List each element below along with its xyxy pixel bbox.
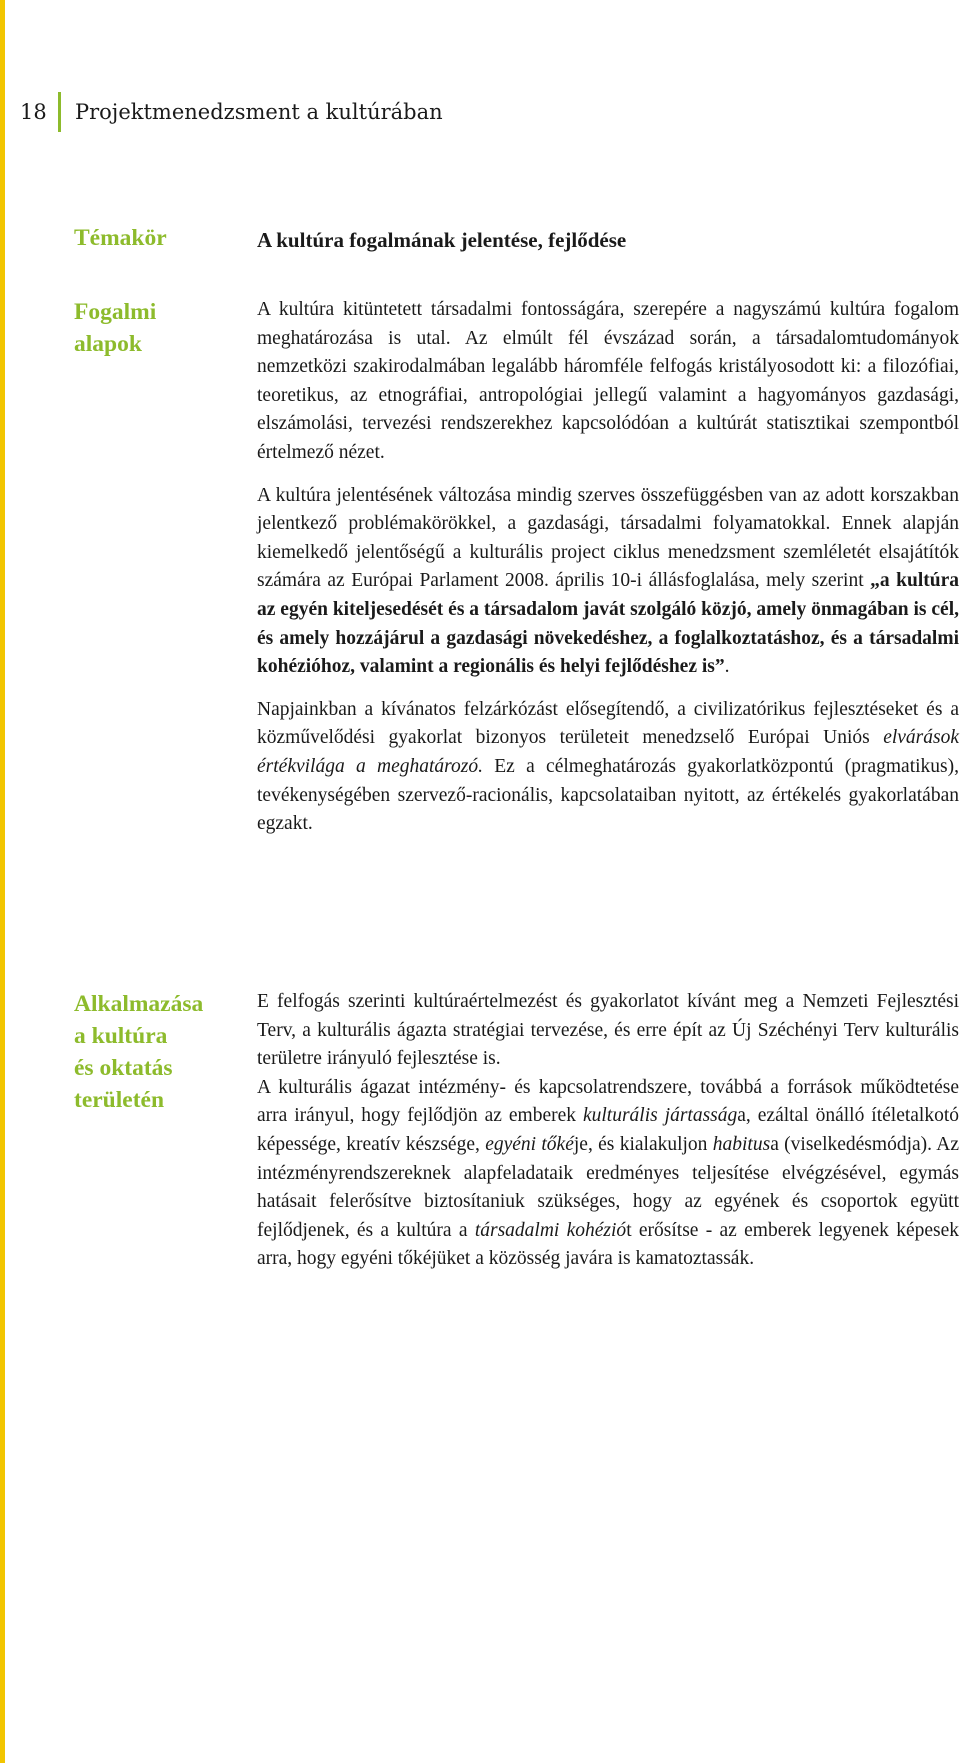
running-title: Projektmenedzsment a kultúrában <box>75 100 443 124</box>
italic-text: társadalmi kohézió <box>474 1219 627 1241</box>
text-run: je, és kialakuljon <box>573 1133 713 1155</box>
text-run: A kulturális ágazat intézmény- és kapcsolatrendszere, továbbá a források működtetése arra irányul, hogy fejlődjön az emberek <box>257 1076 959 1127</box>
left-margin-rule <box>0 0 5 1763</box>
text-run: a (viselkedésmódja). Az intézményrendszereknek alapfeladataik eredményes teljesítése elvégzésével, egymás hatásait felerősítve biztosítaniuk szükséges, hogy az egyének és csoportok együtt fejlődjenek, és a kultúra a <box>257 1133 959 1241</box>
italic-text: egyéni tőké <box>485 1133 574 1155</box>
italic-text: habitus <box>712 1133 771 1155</box>
paragraph <box>257 1074 959 1274</box>
section-content-fogalmi-alapok <box>257 296 959 839</box>
page-header <box>20 92 443 132</box>
text-run: Ez a célmeghatározás gyakorlatközpontú (pragmatikus), tevékenységében szervező-racionális, kapcsolataiban nyitott, az értékelés gyakorlatában egzakt. <box>257 755 959 835</box>
bold-quote: „a kultúra az egyén kiteljesedését és a társadalom javát szolgáló közjó, amely önmagában is cél, és amely hozzájárul a gazdasági növekedéshez, a foglalkoztatáshoz, és a társadalmi kohézióhoz, valamint a regionális és helyi fejlődéshez is” <box>257 570 959 678</box>
text-run: A kultúra jelentésének változása mindig szerves összefüggésben van az adott korszakban jelentkező problémakörökkel, a gazdasági, társadalmi folyamatokkal. Ennek alapján kiemelkedő jelentőségű a kulturális project ciklus menedzsment szemléletét elsajátítók számára az Európai Parlament 2008. április 10-i állásfoglalása, mely szerint <box>257 484 959 592</box>
paragraph <box>257 696 959 839</box>
paragraph: E felfogás szerinti kultúraértelmezést és gyakorlatot kívánt meg a Nemzeti Fejlesztési Terv, a kulturális ágazta stratégiai tervezése, és erre épít az Új Széchényi Terv kulturális területre irányuló fejlesztése is. <box>257 991 959 1070</box>
text-run: . <box>724 656 730 678</box>
section-content-alkalmazasa <box>257 988 959 1274</box>
paragraph <box>257 482 959 682</box>
header-divider <box>58 92 61 132</box>
text-run: Napjainkban a kívánatos felzárkózást elősegítendő, a civilizatórikus fejlesztéseket és a közművelődési gyakorlat bizonyos területeit menedzselő Európai Uniós <box>257 698 959 749</box>
page-number: 18 <box>20 100 47 124</box>
paragraph: A kultúra kitüntetett társadalmi fontosságára, szerepére a nagyszámú kultúra fogalom meghatározása is utal. Az elmúlt fél évszázad során, a társadalomtudományok nemzetközi szakirodalmában legalább háromféle felfogás kristályosodott ki: a filozófiai, teoretikus, az etnográfiai, antropológiai jellegű valamint a hagyományos gazdasági, elszámolási, tervezési rendszerekhez kapcsolódóan a kultúrát statisztikai szempontból értelmező nézet. <box>257 299 959 463</box>
topic-heading: A kultúra fogalmának jelentése, fejlődése <box>257 228 627 252</box>
section-label-fogalmi-alapok: Fogalmi alapok <box>74 299 157 357</box>
italic-text: kulturális jártasság <box>582 1105 738 1127</box>
section-label-alkalmazasa: Alkalmazása a kultúra és oktatás területén <box>74 991 204 1113</box>
italic-text: elvárások értékvilága a meghatározó. <box>257 727 959 777</box>
text-run: t erősítse - az emberek legyenek képesek arra, hogy egyéni tőkéjüket a közösség javára is kamatoztassák. <box>257 1219 959 1270</box>
text-run: a, ezáltal önálló ítéletalkotó képessége, kreatív készsége, <box>257 1105 960 1155</box>
section-label-temakor: Témakör <box>74 225 167 251</box>
section-content-temakor <box>257 226 959 254</box>
